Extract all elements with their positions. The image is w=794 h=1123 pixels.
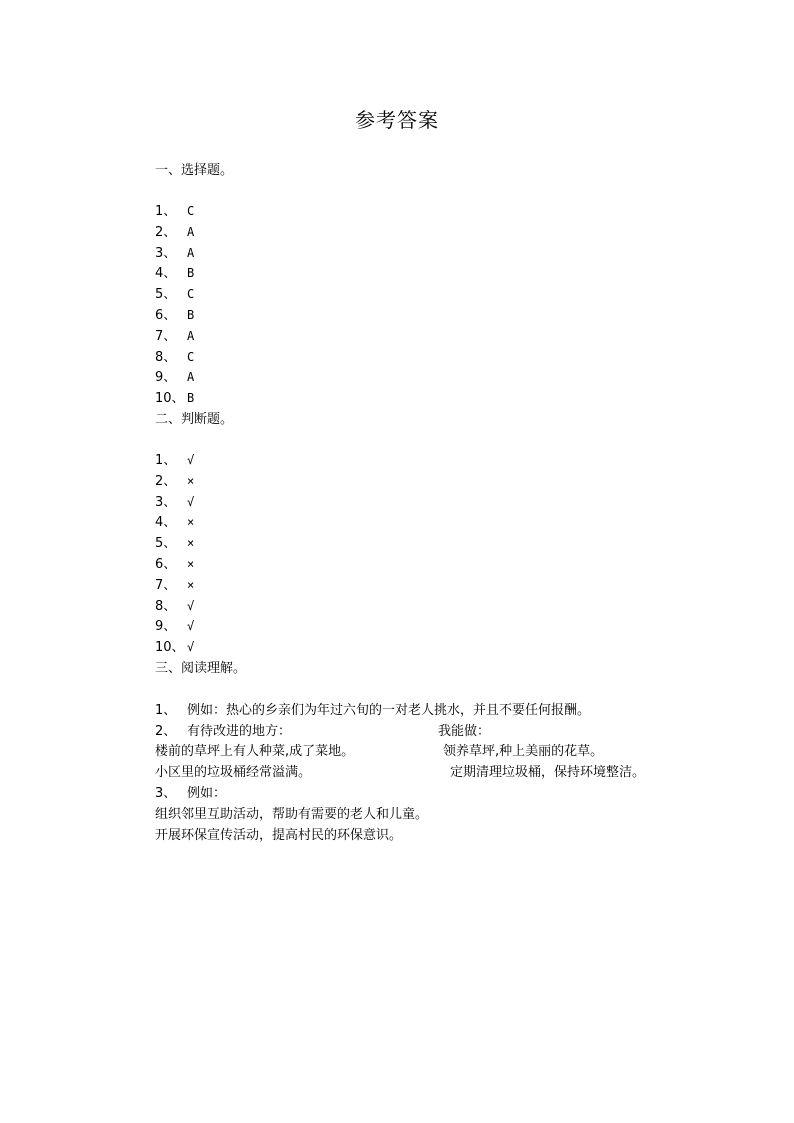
choice-item-answer: B bbox=[187, 308, 195, 322]
choice-item-row bbox=[155, 390, 194, 407]
choice-item-row bbox=[155, 265, 194, 282]
reading-q2-right-header: 我能做： bbox=[438, 724, 491, 739]
choice-item-answer: A bbox=[187, 245, 195, 260]
choice-item-number: 9、 bbox=[155, 370, 177, 386]
choice-item-number: 2、 bbox=[155, 224, 177, 240]
judgement-item-number: 5、 bbox=[155, 536, 177, 552]
reading-q3 bbox=[155, 785, 226, 802]
judgement-item-number: 6、 bbox=[155, 557, 177, 572]
judgement-item-answer: × bbox=[187, 515, 195, 530]
choice-item-row bbox=[155, 307, 194, 324]
judgement-item-number: 4、 bbox=[155, 515, 177, 531]
judgement-item-answer: × bbox=[187, 536, 195, 551]
judgement-item-number: 7、 bbox=[155, 577, 177, 593]
reading-q2-header bbox=[155, 723, 291, 740]
choice-item-number: 10、 bbox=[155, 391, 185, 407]
choice-item-row bbox=[155, 369, 194, 386]
judgement-item-row bbox=[155, 452, 194, 469]
judgement-item-row bbox=[155, 494, 194, 511]
judgement-item-row bbox=[155, 577, 194, 594]
judgement-item-number: 9、 bbox=[155, 619, 177, 635]
judgement-item-answer: √ bbox=[187, 453, 195, 467]
choice-item-row bbox=[155, 349, 194, 366]
judgement-item-row bbox=[155, 639, 194, 656]
judgement-item-answer: × bbox=[187, 473, 195, 488]
judgement-item-number: 3、 bbox=[155, 494, 177, 510]
judgement-item-answer: √ bbox=[187, 640, 195, 655]
choice-item-answer: A bbox=[187, 328, 195, 343]
reading-q1-number: 1、 bbox=[155, 703, 177, 718]
reading-q1-text: 例如：热心的乡亲们为年过六旬的一对老人挑水，并且不要任何报酬。 bbox=[187, 703, 591, 718]
page-title: 参考答案 bbox=[355, 108, 439, 132]
judgement-item-row bbox=[155, 556, 194, 573]
judgement-item-answer: √ bbox=[187, 598, 195, 613]
choice-item-number: 4、 bbox=[155, 266, 177, 282]
choice-item-row bbox=[155, 203, 194, 220]
judgement-item-row bbox=[155, 535, 194, 552]
choice-item-answer: C bbox=[187, 204, 195, 218]
reading-q2-number: 2、 bbox=[155, 724, 177, 739]
judgement-item-row bbox=[155, 473, 194, 490]
judgement-item-number: 1、 bbox=[155, 453, 177, 468]
choice-item-number: 6、 bbox=[155, 308, 177, 323]
choice-item-row bbox=[155, 245, 194, 262]
choice-item-answer: C bbox=[187, 349, 195, 364]
choice-item-answer: B bbox=[187, 266, 195, 281]
reading-q2-left-header: 有待改进的地方： bbox=[187, 724, 292, 739]
reading-q3-line1: 组织邻里互助活动，帮助有需要的老人和儿童。 bbox=[155, 807, 429, 822]
reading-q1 bbox=[155, 702, 590, 719]
section-heading-reading: 三、阅读理解。 bbox=[155, 661, 247, 676]
reading-q2-row2-right: 定期清理垃圾桶，保持环境整洁。 bbox=[450, 765, 646, 780]
reading-q3-text: 例如： bbox=[187, 786, 227, 801]
choice-item-number: 7、 bbox=[155, 328, 177, 344]
choice-item-number: 5、 bbox=[155, 287, 177, 303]
choice-item-row bbox=[155, 224, 194, 241]
judgement-item-answer: √ bbox=[187, 494, 195, 509]
choice-item-answer: B bbox=[187, 391, 195, 406]
judgement-item-row bbox=[155, 514, 194, 531]
choice-item-number: 1、 bbox=[155, 204, 177, 219]
judgement-item-answer: × bbox=[187, 577, 195, 592]
judgement-item-row bbox=[155, 598, 194, 615]
judgement-item-number: 10、 bbox=[155, 640, 185, 656]
choice-item-number: 3、 bbox=[155, 245, 177, 261]
judgement-item-answer: × bbox=[187, 557, 195, 571]
reading-q2-row2-left: 小区里的垃圾桶经常溢满。 bbox=[155, 765, 312, 780]
section-heading-choice: 一、选择题。 bbox=[155, 163, 234, 178]
choice-item-row bbox=[155, 286, 194, 303]
judgement-item-number: 2、 bbox=[155, 473, 177, 489]
choice-item-row bbox=[155, 328, 194, 345]
judgement-item-answer: √ bbox=[187, 619, 195, 634]
reading-q3-line2: 开展环保宣传活动，提高村民的环保意识。 bbox=[155, 828, 403, 843]
section-heading-judgement: 二、判断题。 bbox=[155, 412, 234, 427]
reading-q2-row1-left: 楼前的草坪上有人种菜,成了菜地。 bbox=[155, 744, 355, 759]
choice-item-answer: A bbox=[187, 370, 195, 385]
reading-q2-row1-right: 领养草坪,种上美丽的花草。 bbox=[443, 744, 604, 759]
choice-item-number: 8、 bbox=[155, 349, 177, 365]
judgement-item-number: 8、 bbox=[155, 598, 177, 614]
choice-item-answer: A bbox=[187, 224, 195, 239]
judgement-item-row bbox=[155, 618, 194, 635]
reading-q3-number: 3、 bbox=[155, 786, 177, 801]
choice-item-answer: C bbox=[187, 287, 195, 302]
